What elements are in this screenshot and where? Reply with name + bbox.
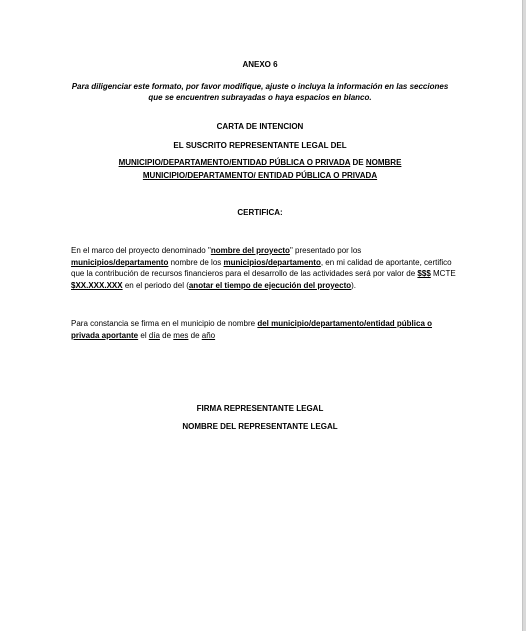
- entity-name-placeholder: NOMBRE: [365, 158, 402, 167]
- vertical-scrollbar[interactable]: [522, 0, 526, 631]
- entity-line-1: [40, 158, 480, 167]
- instructions: [40, 81, 480, 103]
- instructions-line-2: que se encuentren subrayadas o haya espacios en blanco.: [148, 93, 372, 102]
- annex-title: ANEXO 6: [242, 60, 278, 69]
- certification-paragraph: [71, 245, 456, 291]
- signature-line: FIRMA REPRESENTANTE LEGAL: [196, 404, 324, 413]
- entity-connector: DE: [350, 158, 366, 167]
- certifies-heading: CERTIFICA:: [237, 208, 283, 217]
- signatory-heading: EL SUSCRITO REPRESENTANTE LEGAL DEL: [173, 141, 347, 150]
- text-run: MCTE: [430, 269, 456, 278]
- text-run: nombre de los: [168, 257, 224, 267]
- project-name-placeholder: nombre del proyecto: [210, 246, 290, 255]
- execution-time-placeholder: anotar el tiempo de ejecución del proyecto: [188, 280, 352, 290]
- month-placeholder: mes: [173, 330, 189, 340]
- text-run: en el periodo del (: [122, 280, 189, 290]
- municipality-names-placeholder: municipios/departamento: [223, 257, 321, 267]
- text-run: de: [159, 330, 174, 340]
- entity-line-2: MUNICIPIO/DEPARTAMENTO/ ENTIDAD PÚBLICA O PRIVADA: [142, 171, 378, 180]
- representative-name-line: NOMBRE DEL REPRESENTANTE LEGAL: [182, 422, 338, 431]
- entity-placeholder: MUNICIPIO/DEPARTAMENTO/ENTIDAD PÚBLICA O PRIVADA: [118, 158, 351, 167]
- text-run: Para constancia se firma en el municipio de nombre: [71, 319, 258, 328]
- text-run: " presentado por los: [289, 246, 362, 255]
- amount-number-placeholder: $XX.XXX.XXX: [71, 280, 123, 290]
- instructions-line-1: Para diligenciar este formato, por favor modifique, ajuste o incluya la información en las secciones: [71, 82, 449, 91]
- municipality-placeholder: municipios/departamento: [71, 257, 169, 267]
- amount-words-placeholder: $$$: [417, 269, 431, 278]
- letter-title: CARTA DE INTENCION: [216, 122, 304, 131]
- signing-entity-placeholder: del municipio/departamento/entidad pública o privada aportante: [71, 319, 433, 340]
- text-run: , en mi calidad de aportante, certifico que la contribución de recursos financieros para el desarrollo de las actividades será por valor de: [71, 257, 452, 278]
- text-run: En el marco del proyecto denominado ": [71, 246, 211, 255]
- day-placeholder: día: [148, 330, 160, 340]
- text-run: ).: [351, 280, 357, 290]
- year-placeholder: año: [201, 330, 216, 340]
- text-run: de: [188, 330, 202, 340]
- text-run: el: [138, 330, 149, 340]
- signing-paragraph: [71, 318, 456, 341]
